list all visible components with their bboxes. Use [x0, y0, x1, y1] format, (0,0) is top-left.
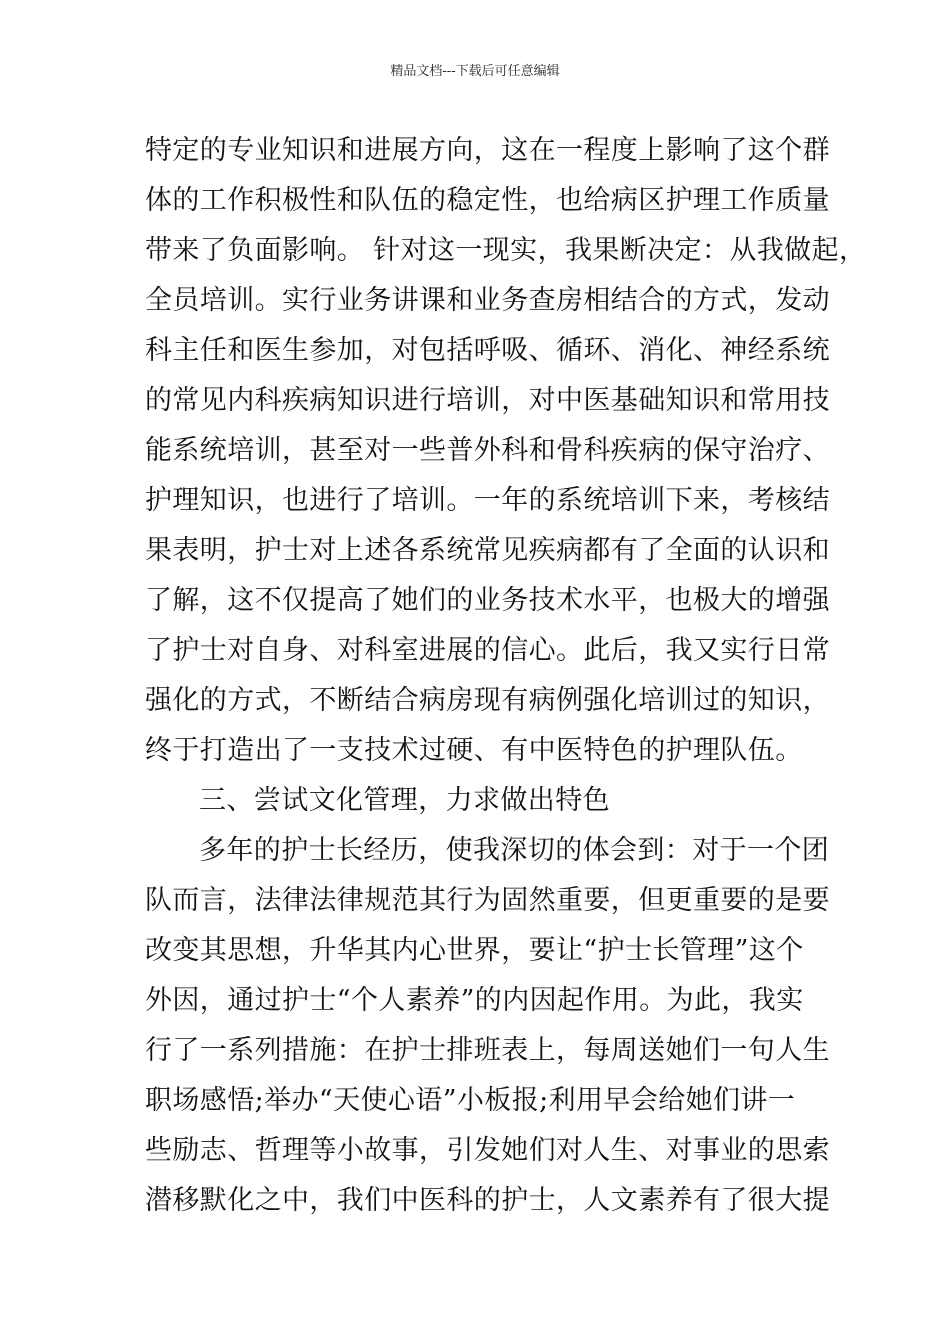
text-line: 体的工作积极性和队伍的稳定性，也给病区护理工作质量 — [145, 185, 830, 216]
text-line: 潜移默化之中，我们中医科的护士，人文素养有了很大提 — [145, 1185, 830, 1216]
text-line: 护理知识，也进行了培训。一年的系统培训下来，考核结 — [145, 485, 830, 516]
text-line: 职场感悟;举办“天使心语”小板报;利用早会给她们讲一 — [145, 1085, 796, 1116]
text-line: 终于打造出了一支技术过硬、有中医特色的护理队伍。 — [145, 735, 803, 766]
page-header: 精品文档---下载后可任意编辑 — [390, 64, 560, 79]
text-line: 特定的专业知识和进展方向，这在一程度上影响了这个群 — [145, 135, 830, 166]
text-line: 果表明，护士对上述各系统常见疾病都有了全面的认识和 — [145, 535, 830, 566]
text-line: 了护士对自身、对科室进展的信心。此后，我又实行日常 — [145, 635, 830, 666]
section-heading: 三、尝试文化管理，力求做出特色 — [199, 785, 610, 816]
text-line: 带来了负面影响。 针对这一现实，我果断决定：从我做起， — [145, 235, 867, 266]
text-line: 的常见内科疾病知识进行培训，对中医基础知识和常用技 — [145, 385, 830, 416]
paragraph-first-line: 多年的护士长经历，使我深切的体会到：对于一个团 — [199, 835, 830, 866]
text-line: 行了一系列措施：在护士排班表上，每周送她们一句人生 — [145, 1035, 830, 1066]
text-line: 全员培训。实行业务讲课和业务查房相结合的方式，发动 — [145, 285, 830, 316]
text-line: 了解，这不仅提高了她们的业务技术水平，也极大的增强 — [145, 585, 830, 616]
text-line: 能系统培训，甚至对一些普外科和骨科疾病的保守治疗、 — [145, 435, 830, 466]
text-line: 外因，通过护士“个人素养”的内因起作用。为此，我实 — [145, 985, 804, 1016]
text-line: 队而言，法律法律规范其行为固然重要，但更重要的是要 — [145, 885, 830, 916]
text-line: 些励志、哲理等小故事，引发她们对人生、对事业的思索 — [145, 1135, 830, 1166]
text-line: 改变其思想，升华其内心世界，要让“护士长管理”这个 — [145, 935, 804, 966]
text-line: 科主任和医生参加，对包括呼吸、循环、消化、神经系统 — [145, 335, 830, 366]
text-line: 强化的方式，不断结合病房现有病例强化培训过的知识， — [145, 685, 830, 716]
document-body — [145, 126, 867, 1226]
